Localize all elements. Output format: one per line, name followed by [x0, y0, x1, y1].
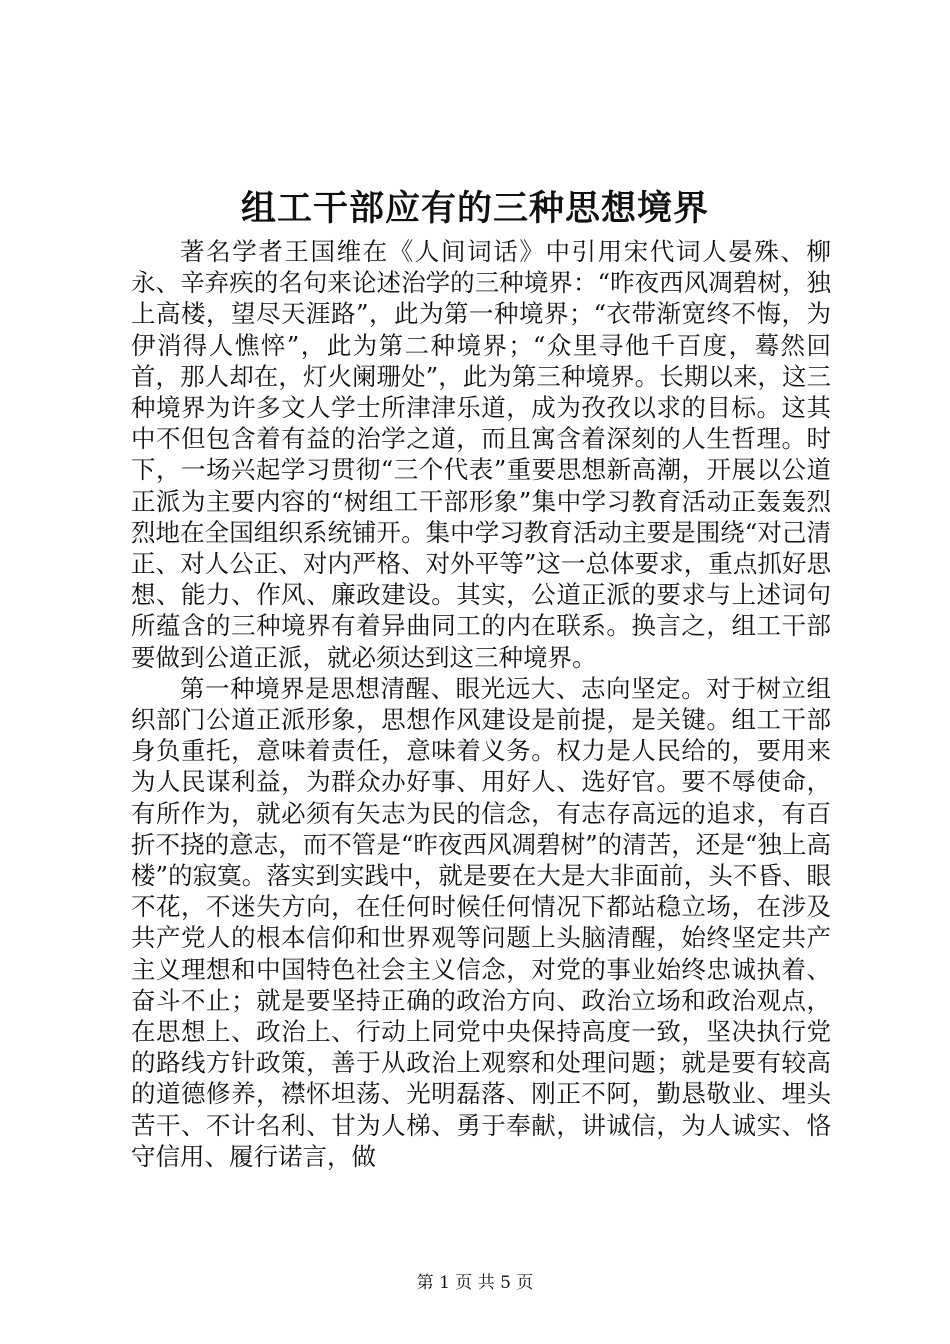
paragraph-intro: 著名学者王国维在《人间词话》中引用宋代词人晏殊、柳永、辛弃疾的名句来论述治学的三种境界：“昨夜西风凋碧树，独上高楼，望尽天涯路”，此为第一种境界；“衣带渐宽终不悔，为伊消得人憔悴”，此为第二种境界；“众里寻他千百度，蓦然回首，那人却在，灯火阑珊处”，此为第三种境界。长期以来，这三种境界为许多文人学士所津津乐道，成为孜孜以求的目标。这其中不但包含着有益的治学之道，而且寓含着深刻的人生哲理。时下，一场兴起学习贯彻“三个代表”重要思想新高潮，开展以公道正派为主要内容的“树组工干部形象”集中学习教育活动正轰轰烈烈地在全国组织系统铺开。集中学习教育活动主要是围绕“对己清正、对人公正、对内严格、对外平等”这一总体要求，重点抓好思想、能力、作风、廉政建设。其实，公道正派的要求与上述词句所蕴含的三种境界有着异曲同工的内在联系。换言之，组工干部要做到公道正派，就必须达到这三种境界。 [131, 237, 831, 672]
page-footer: 第 1 页 共 5 页 [416, 1273, 534, 1293]
document-body [131, 236, 831, 1172]
document-title: 组工干部应有的三种思想境界 [240, 188, 709, 229]
paragraph-first-realm: 第一种境界是思想清醒、眼光远大、志向坚定。对于树立组织部门公道正派形象，思想作风建设是前提，是关键。组工干部身负重托，意味着责任，意味着义务。权力是人民给的，要用来为人民谋利益，为群众办好事、用好人、选好官。要不辱使命，有所作为，就必须有矢志为民的信念，有志存高远的追求，有百折不挠的意志，而不管是“昨夜西风凋碧树”的清苦，还是“独上高楼”的寂寞。落实到实践中，就是要在大是大非面前，头不昏、眼不花，不迷失方向，在任何时候任何情况下都站稳立场，在涉及共产党人的根本信仰和世界观等问题上头脑清醒，始终坚定共产主义理想和中国特色社会主义信念，对党的事业始终忠诚执着、奋斗不止；就是要坚持正确的政治方向、政治立场和政治观点，在思想上、政治上、行动上同党中央保持高度一致，坚决执行党的路线方针政策，善于从政治上观察和处理问题；就是要有较高的道德修养，襟怀坦荡、光明磊落、刚正不阿，勤恳敬业、埋头苦干、不计名利、甘为人梯、勇于奉献，讲诚信，为人诚实、恪守信用、履行诺言，做 [131, 673, 831, 1171]
